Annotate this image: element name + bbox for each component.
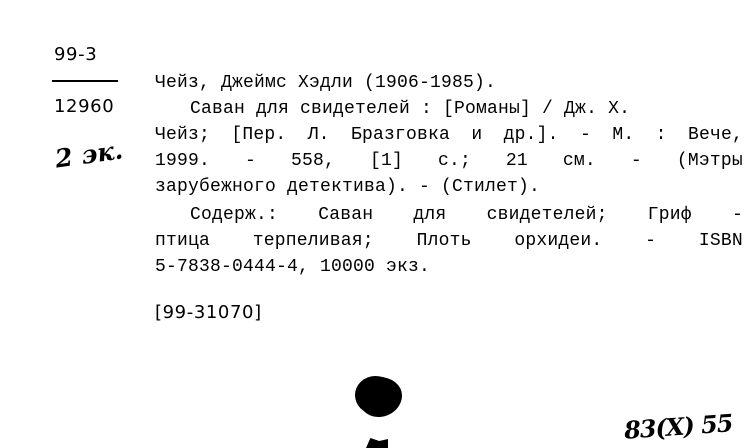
entry-word: -	[579, 125, 591, 145]
entry-contents-continued-line	[155, 228, 743, 254]
record-number: [99-31070]	[155, 302, 262, 323]
entry-series-line: зарубежного детектива). - (Стилет).	[155, 177, 541, 197]
entry-word: свидетелей;	[486, 205, 608, 225]
entry-word: Содерж.:	[190, 205, 279, 225]
entry-word: 558,	[290, 151, 335, 171]
entry-word: с.;	[437, 151, 471, 171]
entry-publication-line	[155, 148, 743, 174]
entry-word: М.	[612, 125, 635, 145]
ink-mark	[366, 438, 388, 448]
entry-word: -	[731, 205, 743, 225]
entry-word: :	[655, 125, 667, 145]
entry-title-line: Саван для свидетелей : [Романы] / Дж. Х.	[190, 99, 631, 119]
entry-word: для	[413, 205, 447, 225]
entry-contents-line	[190, 202, 743, 228]
entry-word: и	[471, 125, 483, 145]
entry-author-line: Чейз, Джеймс Хэдли (1906-1985).	[155, 73, 497, 93]
entry-word: 21	[505, 151, 528, 171]
entry-word: др.].	[503, 125, 559, 145]
entry-word: птица	[155, 231, 211, 251]
inventory-number: 12960	[54, 96, 115, 117]
entry-word: Бразговка	[350, 125, 451, 145]
entry-word: -	[645, 231, 657, 251]
entry-isbn-line: 5-7838-0444-4, 10000 экз.	[155, 257, 431, 277]
code-underline-rule	[52, 80, 118, 82]
entry-word: терпеливая;	[252, 231, 374, 251]
handwritten-shelf-mark: 83(X) 55	[623, 408, 734, 445]
card-code: 99-3	[54, 44, 98, 65]
entry-word: -	[244, 151, 256, 171]
entry-word: [Пер.	[231, 125, 287, 145]
entry-word: орхидеи.	[514, 231, 603, 251]
entry-word: Л.	[307, 125, 330, 145]
entry-word: Чейз;	[155, 125, 211, 145]
entry-word: Саван	[318, 205, 374, 225]
entry-word: Вече,	[687, 125, 743, 145]
entry-word: Гриф	[647, 205, 692, 225]
entry-word: см.	[562, 151, 596, 171]
entry-word: Плоть	[416, 231, 472, 251]
handwritten-copies-note: 2 эк.	[53, 135, 125, 174]
entry-word: -	[630, 151, 642, 171]
ink-blot	[358, 378, 398, 414]
entry-word: [1]	[369, 151, 403, 171]
entry-word: 1999.	[155, 151, 211, 171]
entry-word: ISBN	[698, 231, 743, 251]
entry-word: (Мэтры	[676, 151, 743, 171]
entry-responsibility-line	[155, 122, 743, 148]
